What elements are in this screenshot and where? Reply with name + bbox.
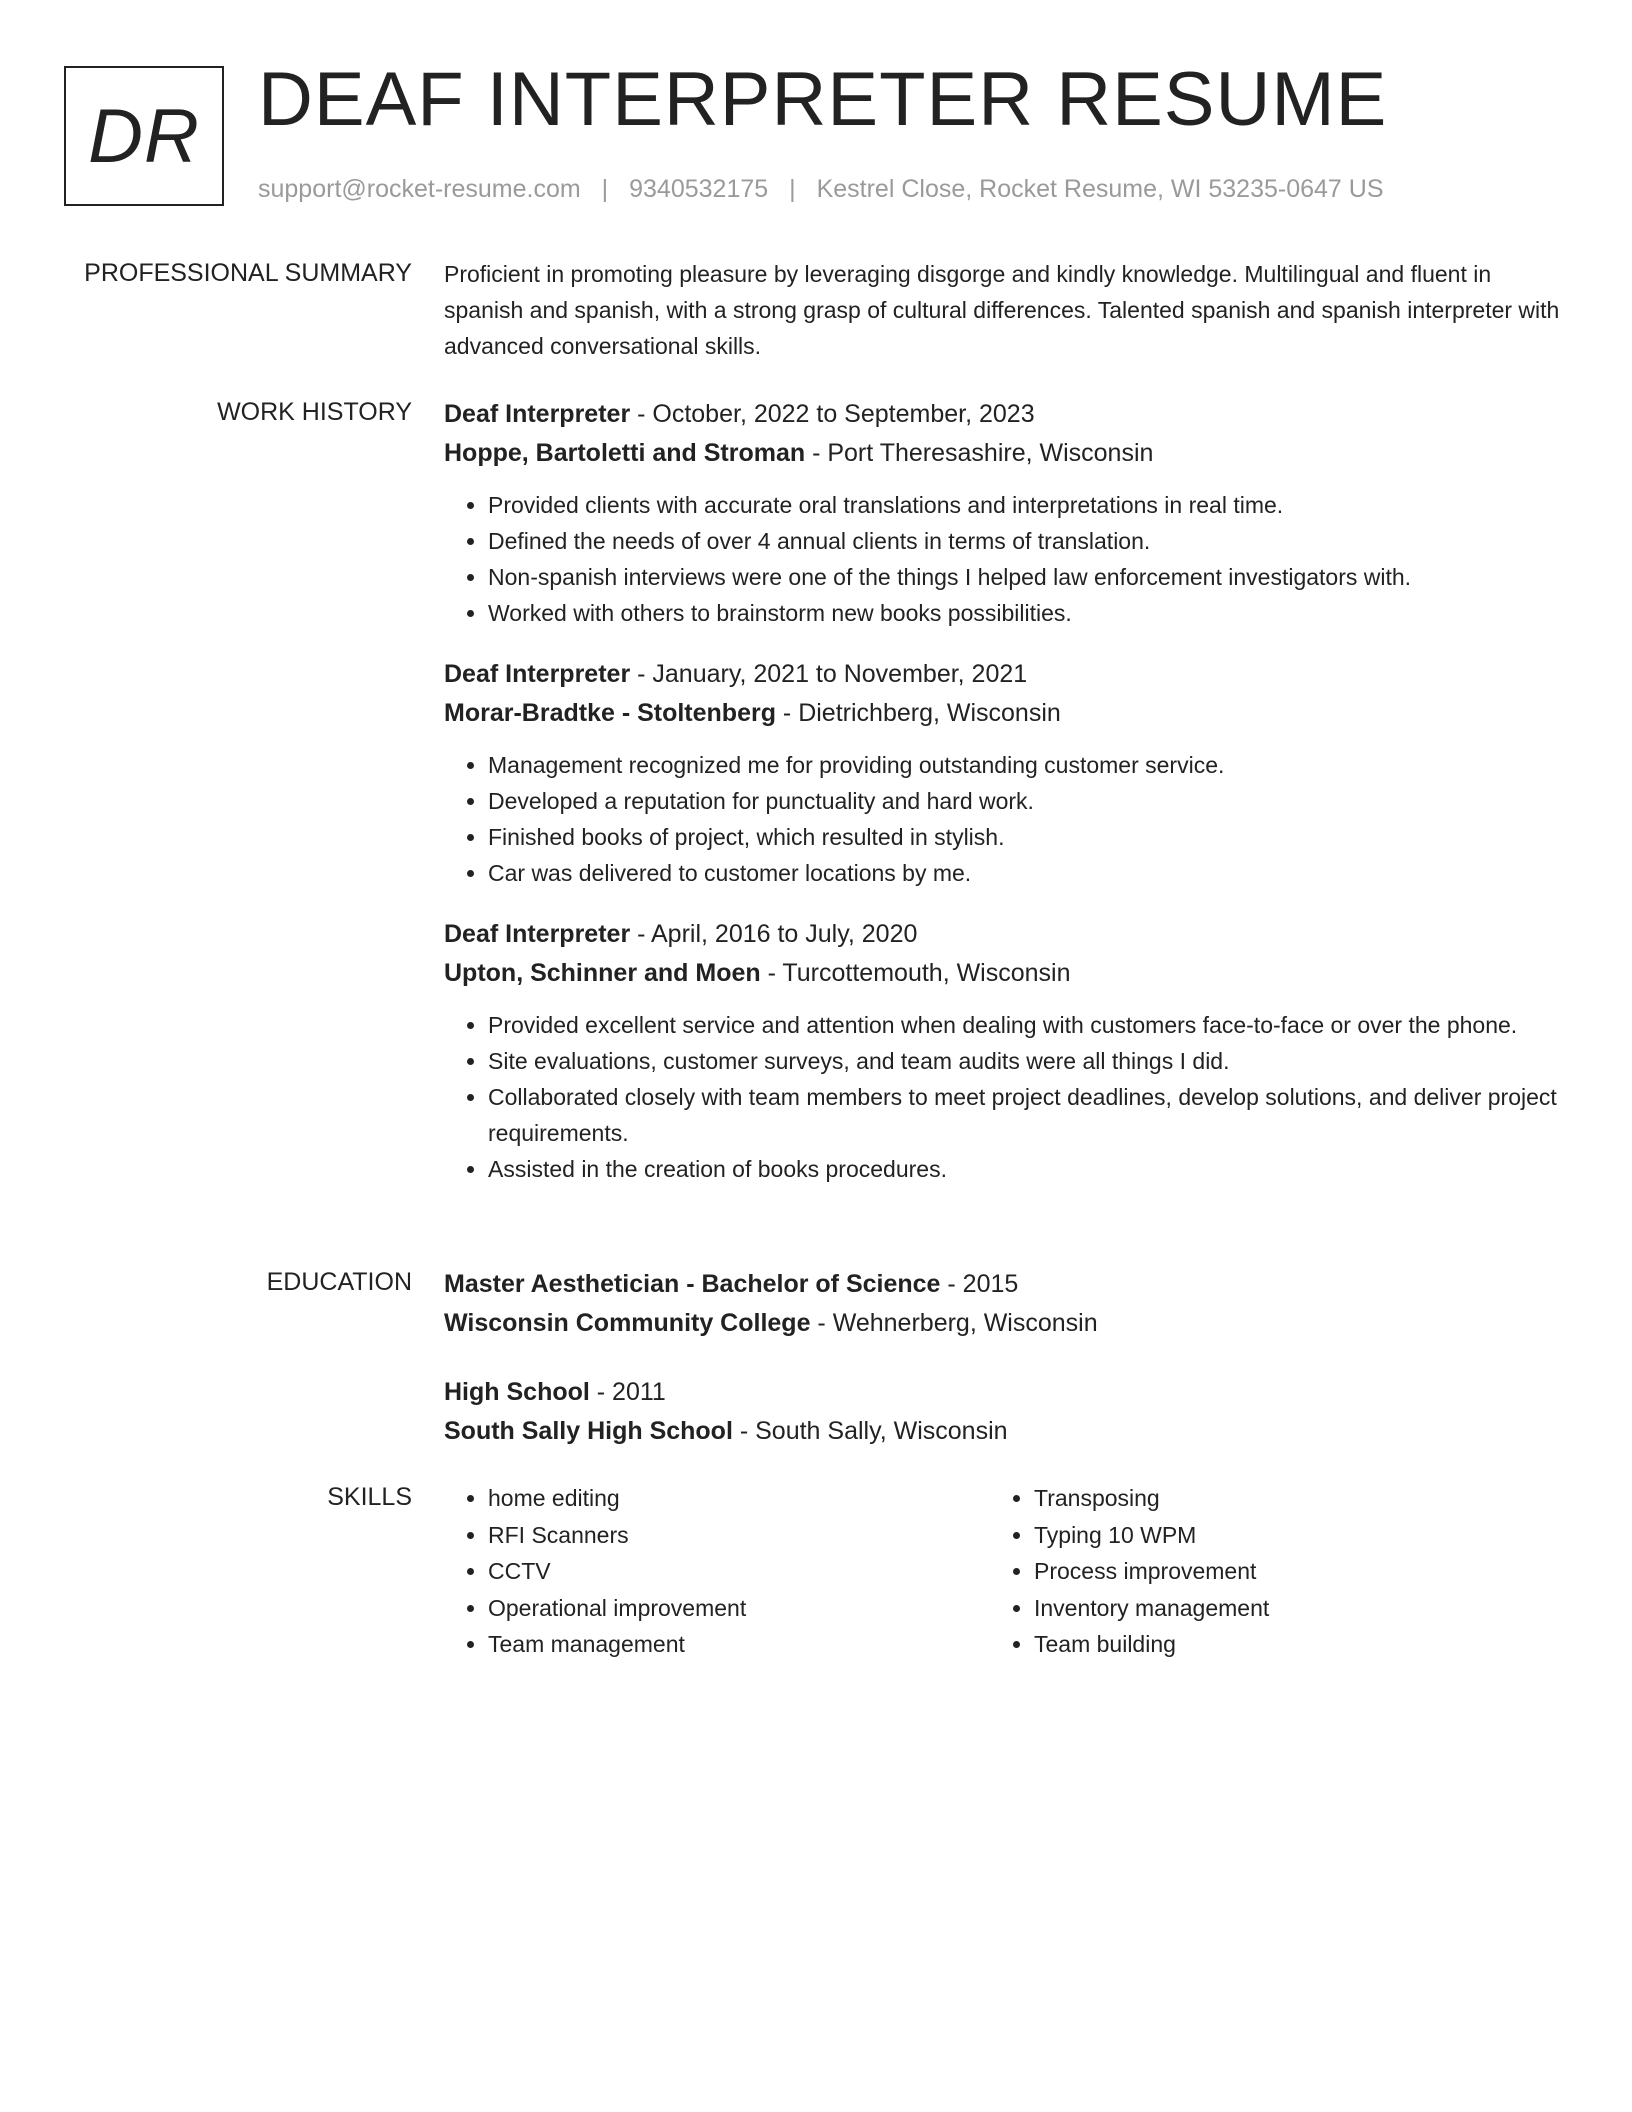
job-bullets [444, 487, 1560, 631]
skill-item: • CCTV [488, 1553, 990, 1590]
skill-item: • RFI Scanners [488, 1517, 990, 1554]
skill-item: • Team building [1034, 1626, 1536, 1663]
section-label-work-history: WORK HISTORY [217, 398, 412, 426]
education-school: South Sally High School [444, 1417, 733, 1445]
education-degree-line [444, 1265, 1560, 1304]
education-degree: Master Aesthetician - Bachelor of Science [444, 1270, 941, 1298]
education-year: - 2011 [589, 1378, 666, 1406]
education-body [444, 1265, 1560, 1475]
skills-body [444, 1480, 1560, 1663]
job-bullet: • Worked with others to brainstorm new books possibilities. [488, 595, 1560, 631]
job-location: - Turcottemouth, Wisconsin [760, 959, 1071, 987]
education-school-line [444, 1412, 1560, 1451]
job-company: Hoppe, Bartoletti and Stroman [444, 439, 806, 467]
job-bullet: • Provided excellent service and attention when dealing with customers face-to-face or over the phone. [488, 1007, 1560, 1043]
skills-list [444, 1480, 990, 1663]
skill-item: • Process improvement [1034, 1553, 1536, 1590]
skill-item: • Operational improvement [488, 1590, 990, 1627]
skills-list [990, 1480, 1536, 1663]
education-location: - South Sally, Wisconsin [732, 1417, 1008, 1445]
contact-separator: | [789, 175, 796, 203]
job-entry [444, 655, 1560, 891]
education-degree-line [444, 1373, 1560, 1412]
skill-item: • Transposing [1034, 1480, 1536, 1517]
job-bullet: • Assisted in the creation of books procedures. [488, 1151, 1560, 1187]
job-title: Deaf Interpreter [444, 660, 631, 688]
job-dates: - January, 2021 to November, 2021 [630, 660, 1028, 688]
education-year: - 2015 [940, 1270, 1019, 1298]
job-entry [444, 395, 1560, 631]
contact-separator: | [601, 175, 609, 203]
job-bullet: • Site evaluations, customer surveys, and team audits were all things I did. [488, 1043, 1560, 1079]
education-degree: High School [444, 1378, 590, 1406]
job-title: Deaf Interpreter [444, 920, 631, 948]
contact-email: support@rocket-resume.com [258, 175, 581, 203]
job-title: Deaf Interpreter [444, 400, 631, 428]
job-company: Morar-Bradtke - Stoltenberg [444, 699, 776, 727]
skills-column-right [990, 1480, 1536, 1663]
job-bullets [444, 747, 1560, 891]
job-bullet: • Provided clients with accurate oral translations and interpretations in real time. [488, 487, 1560, 523]
job-title-line [444, 655, 1560, 694]
education-school: Wisconsin Community College [444, 1309, 811, 1337]
section-label-skills: SKILLS [327, 1483, 412, 1511]
contact-phone: 9340532175 [629, 175, 769, 203]
job-bullet: • Collaborated closely with team members to meet project deadlines, develop solutions, and deliver project requirements. [488, 1079, 1560, 1151]
education-school-line [444, 1304, 1560, 1343]
education-entry [444, 1373, 1560, 1451]
job-location: - Dietrichberg, Wisconsin [775, 699, 1061, 727]
job-entry [444, 915, 1560, 1187]
skill-item: • Typing 10 WPM [1034, 1517, 1536, 1554]
job-bullet: • Defined the needs of over 4 annual clients in terms of translation. [488, 523, 1560, 559]
job-title-line [444, 915, 1560, 954]
skill-item: • home editing [488, 1480, 990, 1517]
job-bullet: • Developed a reputation for punctuality and hard work. [488, 783, 1560, 819]
section-label-summary: PROFESSIONAL SUMMARY [84, 259, 412, 287]
job-bullet: • Car was delivered to customer locations by me. [488, 855, 1560, 891]
job-bullets [444, 1007, 1560, 1187]
job-bullet: • Non-spanish interviews were one of the things I helped law enforcement investigators with. [488, 559, 1560, 595]
contact-address: Kestrel Close, Rocket Resume, WI 53235-0647 US [816, 175, 1384, 203]
contact-line [258, 172, 1384, 206]
section-label-education: EDUCATION [266, 1268, 412, 1296]
skills-column-left [444, 1480, 990, 1663]
job-location: - Port Theresashire, Wisconsin [805, 439, 1154, 467]
job-company-line [444, 694, 1560, 733]
skills-columns [444, 1480, 1560, 1663]
job-company-line [444, 434, 1560, 473]
job-bullet: • Management recognized me for providing outstanding customer service. [488, 747, 1560, 783]
work-history-body [444, 395, 1560, 1211]
education-entry [444, 1265, 1560, 1343]
monogram-logo: DR [64, 66, 224, 206]
job-title-line [444, 395, 1560, 434]
education-location: - Wehnerberg, Wisconsin [810, 1309, 1098, 1337]
job-bullet: • Finished books of project, which resulted in stylish. [488, 819, 1560, 855]
page-title: DEAF INTERPRETER RESUME [258, 57, 1388, 142]
job-dates: - April, 2016 to July, 2020 [630, 920, 918, 948]
job-company: Upton, Schinner and Moen [444, 959, 761, 987]
skill-item: • Inventory management [1034, 1590, 1536, 1627]
job-dates: - October, 2022 to September, 2023 [630, 400, 1035, 428]
summary-text: Proficient in promoting pleasure by leveraging disgorge and kindly knowledge. Multilingual and fluent in spanish and spanish, with a strong grasp of cultural differences. Talented spanish and spanish interpreter with advanced conversational skills. [444, 261, 1560, 359]
job-company-line [444, 954, 1560, 993]
skill-item: • Team management [488, 1626, 990, 1663]
summary-body [444, 256, 1560, 364]
